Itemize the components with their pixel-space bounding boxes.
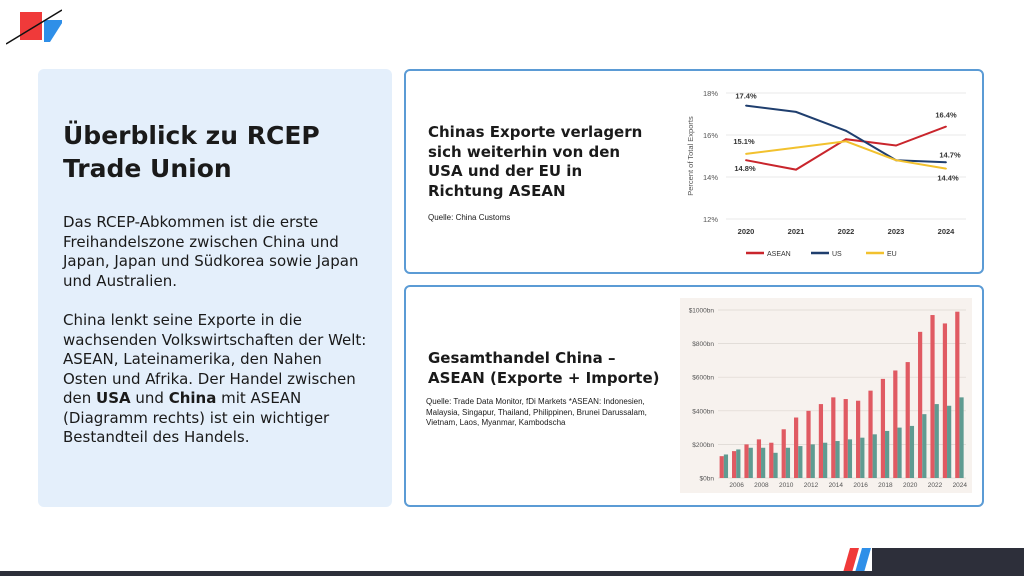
line-chart-y-tick: 16%: [702, 131, 718, 140]
legend-label-eu: EU: [887, 251, 897, 258]
bar-chart-y-tick: $200bn: [692, 441, 714, 449]
line-chart-x-tick: 2022: [837, 227, 855, 236]
bar-chart-y-tick: $800bn: [692, 341, 714, 349]
line-point-us: [795, 111, 797, 113]
bar-red-2014: [831, 397, 835, 478]
bar-chart-x-tick: 2022: [927, 482, 943, 489]
trade-paragraph-part1: China lenkt seine Exporte in die wachsenden Volkswirtschaften der Welt: ASEAN, Lateinamerika, den Nahen Osten und Afrika. Der Handel zwischen den: [63, 311, 367, 407]
bar-teal-2005: [724, 454, 728, 478]
legend-label-asean: ASEAN: [767, 251, 791, 258]
trade-paragraph: [63, 311, 368, 448]
bar-red-2006: [732, 451, 736, 478]
trade-paragraph-china: China: [168, 389, 217, 407]
bar-teal-2024: [959, 397, 963, 478]
bar-teal-2020: [910, 426, 914, 478]
bar-red-2020: [906, 362, 910, 478]
bar-chart-y-tick: $400bn: [692, 408, 714, 416]
bar-red-2008: [757, 439, 761, 478]
total-trade-title: Gesamthandel China – ASEAN (Exporte + Importe): [428, 349, 660, 387]
bar-red-2016: [856, 401, 860, 478]
line-point-eu: [945, 168, 947, 170]
bar-red-2010: [782, 429, 786, 478]
line-chart-x-tick: 2021: [787, 227, 805, 236]
line-point-eu: [795, 147, 797, 149]
trade-paragraph-usa: USA: [96, 389, 131, 407]
bar-red-2018: [881, 379, 885, 478]
bar-red-2023: [943, 323, 947, 478]
total-trade-bar-chart: [680, 298, 972, 493]
line-point-us: [945, 161, 947, 163]
total-trade-source: Quelle: Trade Data Monitor, fDi Markets *ASEAN: Indonesien, Malaysia, Singapur, Thailand, Philippinen, Brunei Darussalam, Vietnam, Laos, Myanmar, Kambodscha: [426, 397, 647, 427]
trade-paragraph-part2: und: [130, 389, 169, 407]
bar-chart-x-tick: 2006: [729, 482, 744, 489]
line-point-asean: [945, 126, 947, 128]
bar-red-2007: [744, 444, 748, 478]
bar-teal-2018: [885, 431, 889, 478]
bar-chart-x-tick: 2016: [853, 482, 868, 489]
bar-teal-2007: [749, 448, 753, 478]
intro-paragraph: Das RCEP-Abkommen ist die erste Freihandelszone zwischen China und Japan, Japan und Südkorea sowie Japan und Australien.: [63, 213, 359, 290]
footer-bar: [0, 571, 1024, 576]
line-chart-data-label: 14.8%: [734, 164, 756, 174]
slide-title: Überblick zu RCEP Trade Union: [63, 121, 320, 183]
bar-red-2005: [720, 456, 724, 478]
export-share-title: Chinas Exporte verlagern sich weiterhin von den USA und der EU in Richtung ASEAN: [428, 123, 643, 200]
bar-teal-2023: [947, 406, 951, 478]
bar-chart-x-tick: 2012: [803, 482, 819, 489]
bar-chart-x-tick: 2020: [902, 482, 918, 489]
line-chart-x-tick: 2023: [887, 227, 905, 236]
bar-chart-x-tick: 2010: [778, 482, 794, 489]
bar-teal-2012: [811, 444, 815, 478]
bar-red-2009: [769, 443, 773, 478]
bar-chart-x-tick: 2008: [754, 482, 769, 489]
line-chart-data-label: 16.4%: [935, 110, 957, 120]
bar-chart-y-tick: $600bn: [692, 374, 714, 382]
bar-red-2024: [955, 312, 959, 478]
brand-logo: [6, 6, 62, 46]
bar-teal-2014: [835, 441, 839, 478]
line-chart-data-label: 15.1%: [733, 136, 755, 146]
bar-red-2012: [806, 411, 810, 478]
line-point-asean: [895, 145, 897, 147]
bar-chart-x-tick: 2024: [952, 482, 968, 489]
bar-chart-y-tick: $0bn: [699, 475, 714, 483]
export-share-source: Quelle: China Customs: [428, 213, 511, 222]
bar-red-2022: [930, 315, 934, 478]
info-panel: [38, 69, 392, 507]
bar-chart-x-tick: 2014: [828, 482, 844, 489]
bar-red-2011: [794, 418, 798, 478]
trade-paragraph-part3: mit ASEAN (Diagramm rechts) ist ein wichtiger Bestandteil des Handels.: [63, 389, 330, 446]
bar-red-2019: [893, 370, 897, 478]
line-point-eu: [845, 140, 847, 142]
line-point-eu: [745, 153, 747, 155]
bar-red-2015: [844, 399, 848, 478]
bar-chart-y-tick: $1000bn: [688, 307, 714, 315]
line-series-eu: [746, 141, 946, 168]
line-chart-data-label: 17.4%: [735, 91, 757, 101]
bar-teal-2013: [823, 443, 827, 478]
line-chart-y-tick: 14%: [702, 173, 718, 182]
legend-label-us: US: [832, 251, 842, 258]
line-chart-y-label: Percent of Total Exports: [686, 116, 695, 196]
bar-teal-2021: [922, 414, 926, 478]
line-point-asean: [795, 169, 797, 171]
line-chart-x-tick: 2024: [937, 227, 955, 236]
total-trade-card: [404, 285, 984, 507]
line-chart-y-tick: 12%: [702, 215, 718, 224]
bar-teal-2009: [773, 453, 777, 478]
line-point-asean: [845, 138, 847, 140]
line-chart-data-label: 14.4%: [937, 173, 959, 183]
bar-teal-2011: [798, 446, 802, 478]
bar-red-2021: [918, 332, 922, 478]
bar-teal-2016: [860, 438, 864, 478]
export-share-card: [404, 69, 984, 274]
line-chart-y-tick: 18%: [702, 89, 718, 98]
bar-teal-2006: [736, 449, 740, 478]
bar-teal-2015: [848, 439, 852, 478]
line-point-eu: [895, 159, 897, 161]
bar-teal-2008: [761, 448, 765, 478]
bar-chart-x-tick: 2018: [878, 482, 893, 489]
bar-teal-2017: [873, 434, 877, 478]
line-point-asean: [745, 159, 747, 161]
bar-red-2017: [868, 391, 872, 478]
line-point-us: [845, 130, 847, 132]
line-chart-data-label: 14.7%: [939, 150, 961, 160]
export-share-line-chart: [681, 81, 981, 261]
bar-teal-2019: [897, 428, 901, 478]
line-chart-x-tick: 2020: [737, 227, 755, 236]
bar-red-2013: [819, 404, 823, 478]
line-series-us: [746, 106, 946, 163]
bar-teal-2010: [786, 448, 790, 478]
bar-teal-2022: [935, 404, 939, 478]
line-point-us: [745, 105, 747, 107]
